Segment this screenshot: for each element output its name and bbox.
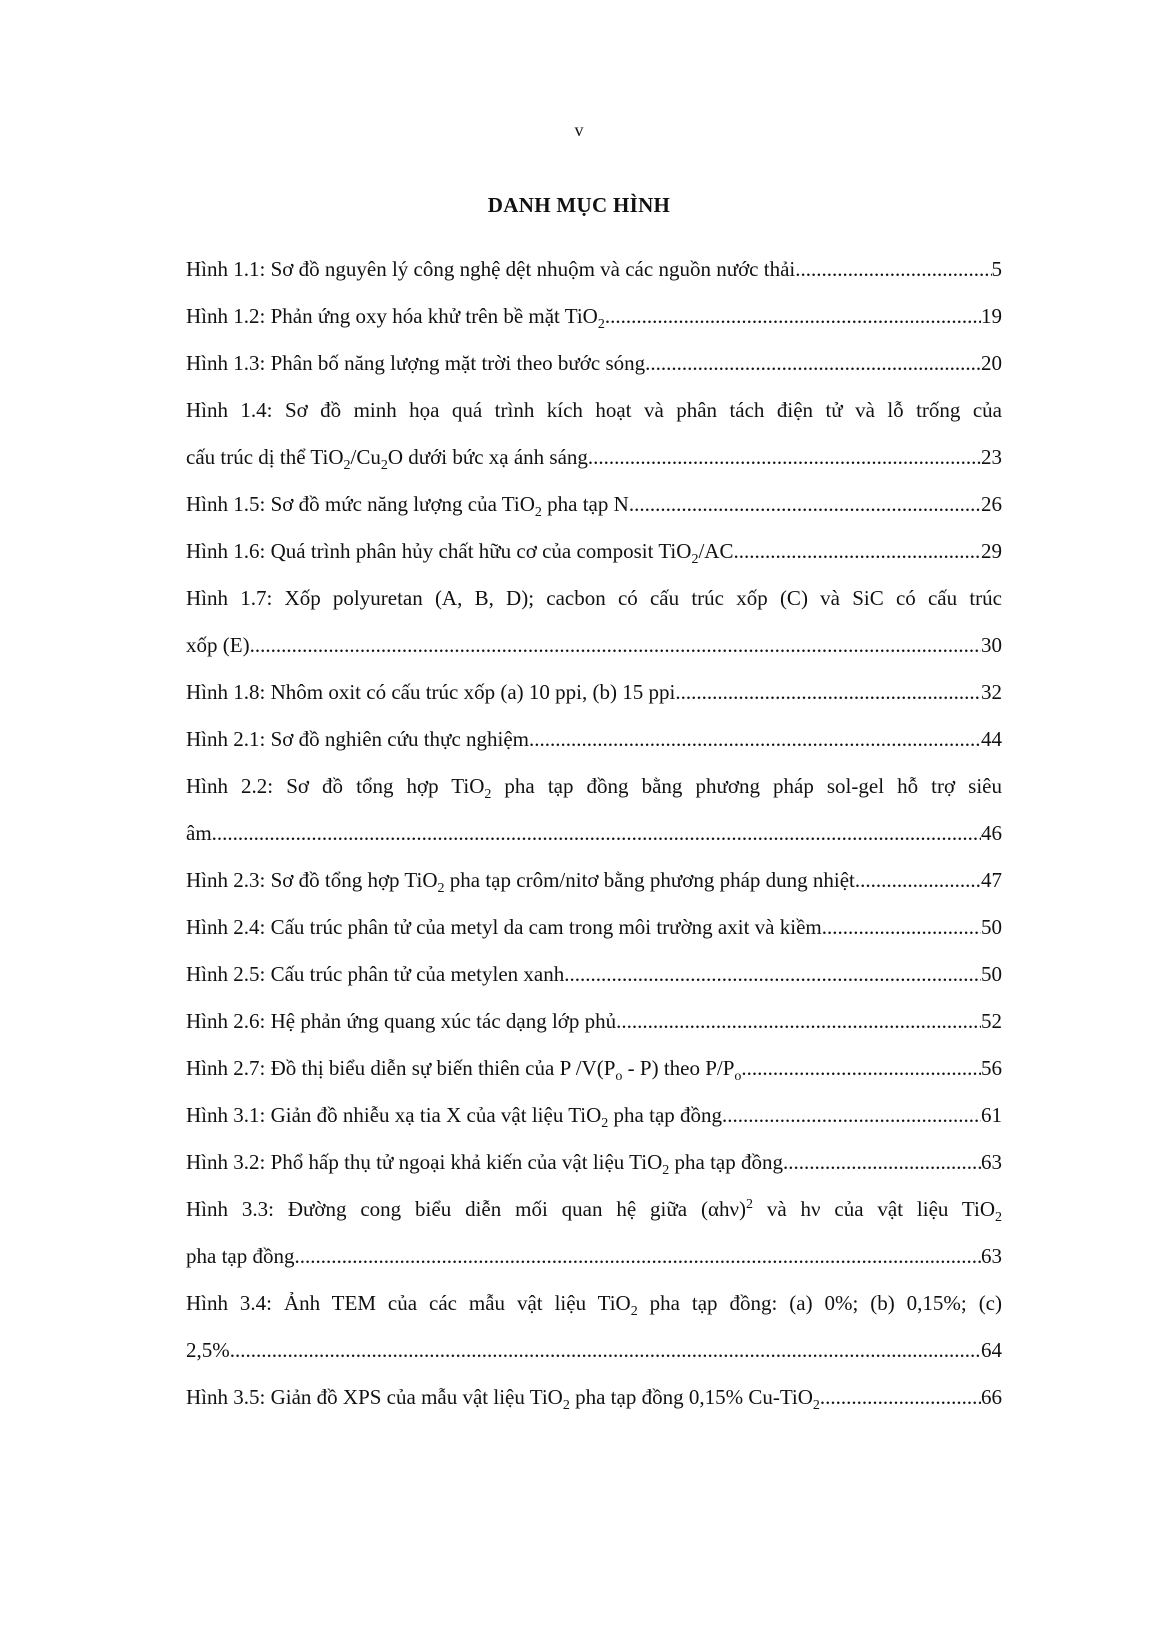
- entry-page: 61: [981, 1103, 1002, 1127]
- toc-entry[interactable]: [186, 857, 1002, 904]
- entry-page: 50: [981, 962, 1002, 986]
- leader-dots: [250, 622, 981, 669]
- entry-label: Hình 1.5: Sơ đồ mức năng lượng của TiO$_2$ pha tạp N: [186, 492, 629, 521]
- entry-label-line1: Hình 1.4: Sơ đồ minh họa quá trình kích hoạt và phân tách điện tử và lỗ trống của: [186, 398, 1002, 422]
- toc-entry[interactable]: [186, 1280, 1002, 1374]
- entry-label: Hình 1.2: Phản ứng oxy hóa khử trên bề mặt TiO$_2$: [186, 304, 605, 333]
- entry-label-line1: Hình 2.2: Sơ đồ tổng hợp TiO$_2$ pha tạp đồng bằng phương pháp sol-gel hỗ trợ siêu: [186, 774, 1002, 803]
- leader-dots: [733, 528, 981, 575]
- entry-page: 29: [981, 539, 1002, 563]
- leader-dots: [212, 810, 981, 857]
- toc-entry[interactable]: [186, 1045, 1002, 1092]
- entry-page: 50: [981, 915, 1002, 939]
- entry-label: Hình 2.7: Đồ thị biểu diễn sự biến thiên của P $/V(P_o - P)$ theo $P/P_o$: [186, 1056, 742, 1085]
- entry-label: Hình 3.5: Giản đồ XPS của mẫu vật liệu TiO$_2$ pha tạp đồng 0,15% Cu-TiO$_2$: [186, 1385, 820, 1414]
- leader-dots: [783, 1139, 981, 1186]
- entry-page: 23: [981, 445, 1002, 469]
- toc-entry[interactable]: [186, 528, 1002, 575]
- entry-page: 20: [981, 351, 1002, 375]
- entry-page: 64: [981, 1338, 1002, 1362]
- leader-dots: [564, 951, 981, 998]
- page-number: v: [574, 120, 584, 140]
- entry-label: Hình 3.1: Giản đồ nhiễu xạ tia X của vật liệu TiO$_2$ pha tạp đồng: [186, 1103, 723, 1132]
- entry-page: 63: [981, 1244, 1002, 1268]
- leader-dots: [294, 1233, 981, 1280]
- entry-label: Hình 2.6: Hệ phản ứng quang xúc tác dạng lớp phủ: [186, 1009, 617, 1033]
- entry-label: Hình 1.1: Sơ đồ nguyên lý công nghệ dệt nhuộm và các nguồn nước thải: [186, 257, 796, 281]
- entry-label-line1: Hình 1.7: Xốp polyuretan (A, B, D); cacbon có cấu trúc xốp (C) và SiC có cấu trúc: [186, 586, 1002, 610]
- entry-page: 30: [981, 633, 1002, 657]
- entry-page: 56: [981, 1056, 1002, 1080]
- entry-page: 5: [991, 257, 1002, 281]
- leader-dots: [605, 293, 981, 340]
- toc-entry[interactable]: [186, 904, 1002, 951]
- leader-dots: [616, 998, 981, 1045]
- entry-label: pha tạp đồng: [186, 1244, 295, 1268]
- toc-entry[interactable]: [186, 951, 1002, 998]
- toc-entry[interactable]: [186, 340, 1002, 387]
- entry-page: 19: [981, 304, 1002, 328]
- entry-label: Hình 2.3: Sơ đồ tổng hợp TiO$_2$ pha tạp crôm/nitơ bằng phương pháp dung nhiệt: [186, 868, 855, 897]
- entry-label: Hình 1.3: Phân bố năng lượng mặt trời theo bước sóng: [186, 351, 646, 375]
- entry-page: 46: [981, 821, 1002, 845]
- entry-page: 66: [981, 1385, 1002, 1409]
- entry-label-line1: Hình 3.3: Đường cong biểu diễn mối quan hệ giữa $(\alpha h\nu)^2$ và hν của vật liệu TiO$_2$: [186, 1197, 1003, 1226]
- entry-page: 26: [981, 492, 1002, 516]
- entry-page: 47: [981, 868, 1002, 892]
- leader-dots: [529, 716, 981, 763]
- toc-entry[interactable]: [186, 1186, 1002, 1280]
- entry-page: 44: [981, 727, 1002, 751]
- toc-entry[interactable]: [186, 763, 1002, 857]
- toc-entry[interactable]: [186, 246, 1002, 293]
- toc-entry[interactable]: [186, 669, 1002, 716]
- entry-page: 32: [981, 680, 1002, 704]
- page-title: DANH MỤC HÌNH: [487, 193, 671, 217]
- leader-dots: [629, 481, 981, 528]
- entry-label: Hình 2.5: Cấu trúc phân tử của metylen xanh: [186, 962, 565, 986]
- entry-label: Hình 3.2: Phổ hấp thụ tử ngoại khả kiến của vật liệu TiO$_2$ pha tạp đồng: [186, 1150, 783, 1179]
- toc-entry[interactable]: [186, 716, 1002, 763]
- toc-entry[interactable]: [186, 1092, 1002, 1139]
- entry-label: âm: [186, 821, 212, 845]
- entry-label: cấu trúc dị thể $TiO_2/Cu_2O$ dưới bức xạ ánh sáng: [186, 445, 588, 474]
- leader-dots: [741, 1045, 981, 1092]
- entry-label: Hình 1.8: Nhôm oxit có cấu trúc xốp (a) 10 ppi, (b) 15 ppi: [186, 680, 676, 704]
- entry-label: Hình 2.1: Sơ đồ nghiên cứu thực nghiệm: [186, 727, 530, 751]
- entry-label-line1: Hình 3.4: Ảnh TEM của các mẫu vật liệu TiO$_2$ pha tạp đồng: (a) 0%; (b) 0,15%; (c): [186, 1291, 1002, 1320]
- toc-entry[interactable]: [186, 998, 1002, 1045]
- leader-dots: [588, 434, 981, 481]
- entry-label: Hình 2.4: Cấu trúc phân tử của metyl da cam trong môi trường axit và kiềm: [186, 915, 822, 939]
- leader-dots: [645, 340, 981, 387]
- leader-dots: [855, 857, 981, 904]
- leader-dots: [675, 669, 981, 716]
- toc-entry[interactable]: [186, 387, 1002, 481]
- toc-entry[interactable]: [186, 575, 1002, 669]
- leader-dots: [230, 1327, 981, 1374]
- entry-page: 63: [981, 1150, 1002, 1174]
- leader-dots: [822, 904, 981, 951]
- leader-dots: [722, 1092, 981, 1139]
- entry-label: Hình 1.6: Quá trình phân hủy chất hữu cơ của composit TiO$_2$/AC: [186, 539, 734, 568]
- toc-entry[interactable]: [186, 481, 1002, 528]
- leader-dots: [820, 1374, 981, 1421]
- entry-page: 52: [981, 1009, 1002, 1033]
- figure-list: [186, 246, 1002, 1421]
- entry-label: xốp (E): [186, 633, 250, 657]
- leader-dots: [795, 246, 991, 293]
- toc-entry[interactable]: [186, 293, 1002, 340]
- toc-entry[interactable]: [186, 1374, 1002, 1421]
- toc-entry[interactable]: [186, 1139, 1002, 1186]
- entry-label: 2,5%: [186, 1338, 230, 1362]
